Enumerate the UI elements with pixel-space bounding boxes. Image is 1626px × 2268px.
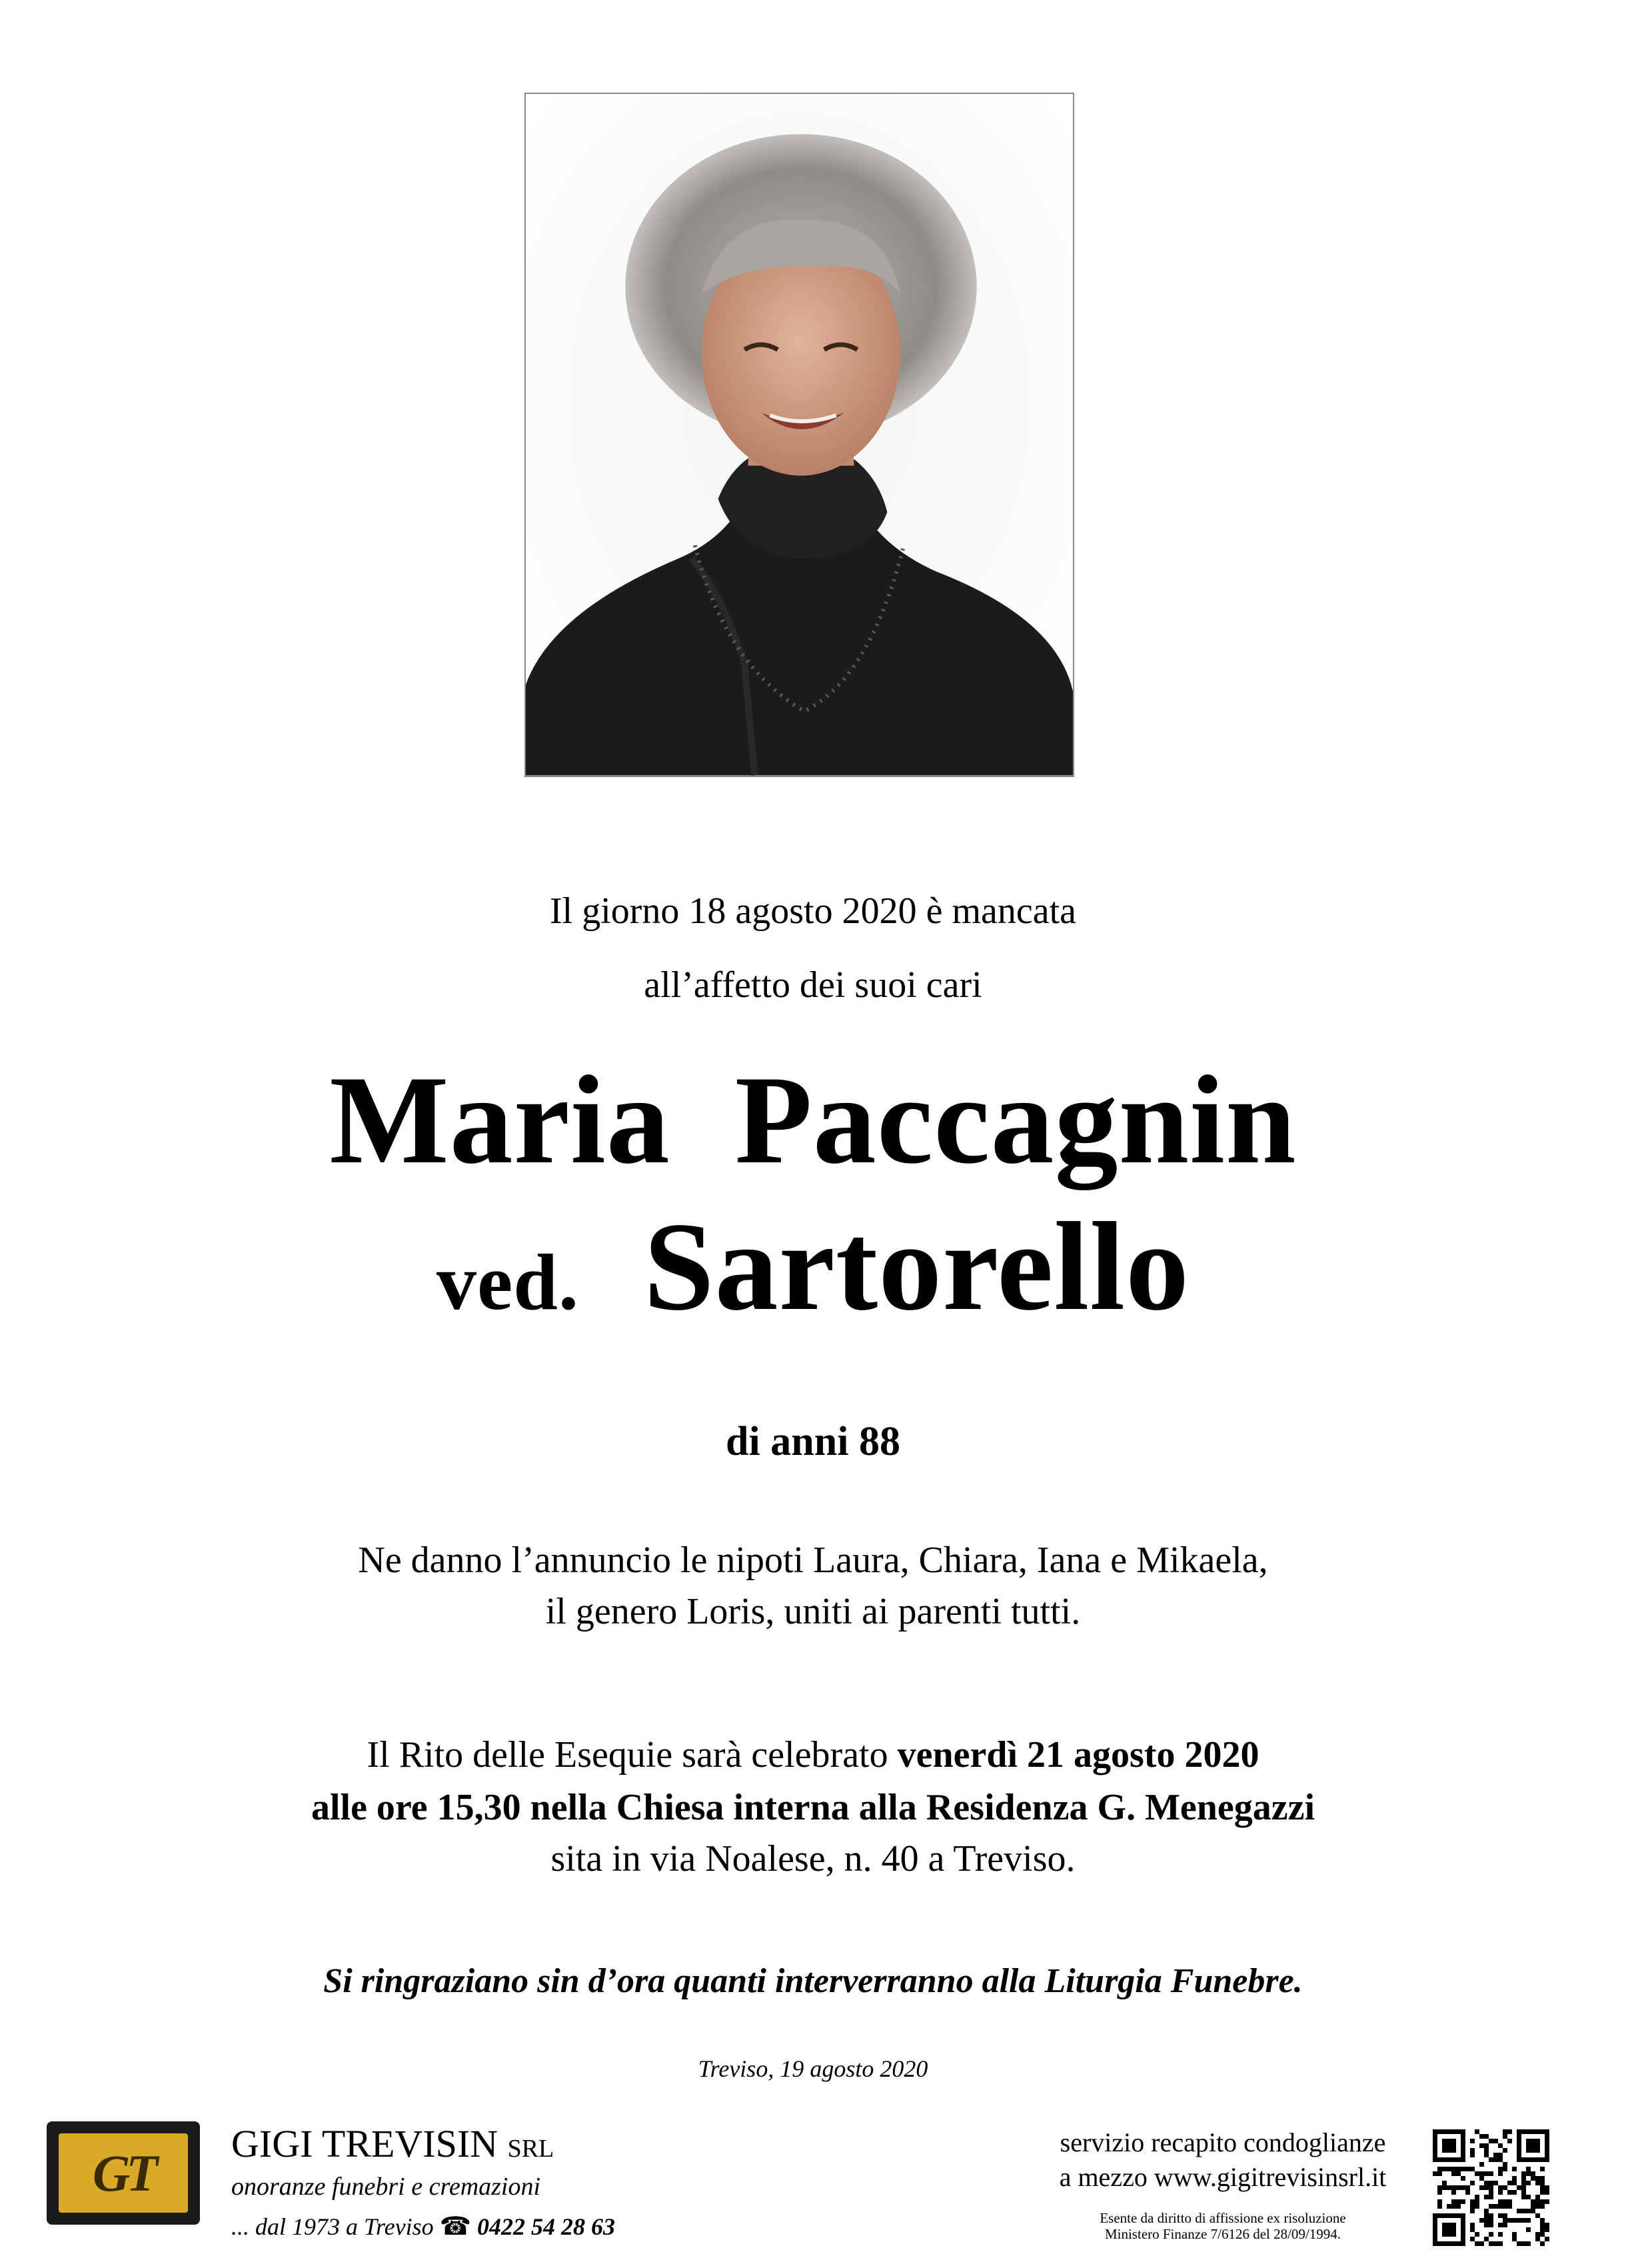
condolence-service-line-1: servizio recapito condoglianze [1060,2127,1386,2157]
intro-line-1: Il giorno 18 agosto 2020 è mancata [549,890,1076,932]
qr-code[interactable] [1433,2129,1549,2246]
deceased-name [0,1050,1626,1190]
exemption-note-line-2: Ministero Finanze 7/6126 del 28/09/1994. [1104,2226,1341,2243]
exemption-note [1026,2210,1419,2242]
company-phone: 0422 54 28 63 [477,2213,616,2240]
funeral-date: venerdì 21 agosto 2020 [897,1734,1259,1775]
company-logo [47,2121,200,2225]
intro-line-2: all’affetto dei suoi cari [644,964,982,1006]
thanks-line: Si ringraziano sin d’ora quanti interverranno alla Liturgia Funebre. [323,1962,1303,2000]
announcement-line-2: il genero Loris, uniti ai parenti tutti. [545,1591,1081,1632]
company-tagline: onoranze funebri e cremazioni [231,2173,541,2201]
company-contact [231,2214,615,2239]
phone-icon: ☎ [439,2213,472,2241]
widow-prefix: ved. [436,1238,579,1326]
married-name: Sartorello [643,1197,1190,1337]
company-logo-monogram: GT [93,2143,154,2202]
portrait-image [526,94,1073,776]
company-suffix: SRL [507,2135,554,2163]
surname: Paccagnin [734,1050,1297,1190]
company-name [231,2122,554,2165]
place-date: Treviso, 19 agosto 2020 [698,2055,928,2082]
company-logo-inner [59,2133,188,2213]
age: di anni 88 [726,1419,900,1464]
announcement-line-1: Ne danno l’annuncio le nipoti Laura, Chiara, Iana e Mikaela, [358,1540,1268,1581]
funeral-line-2: alle ore 15,30 nella Chiesa interna alla Residenza G. Menegazzi [311,1787,1315,1828]
company-name-text: GIGI TREVISIN [231,2122,498,2165]
married-name-line [0,1197,1626,1337]
company-since: ... dal 1973 a Treviso [231,2213,434,2240]
funeral-line-1 [0,1736,1626,1773]
condolence-service-line-2: a mezzo www.gigitrevisinsrl.it [1059,2162,1387,2192]
funeral-line-1-text: Il Rito delle Esequie sarà celebrato [367,1734,898,1775]
first-name: Maria [329,1050,670,1190]
funeral-line-3: sita in via Noalese, n. 40 a Treviso. [550,1838,1076,1879]
portrait-photo [524,93,1074,777]
exemption-note-line-1: Esente da diritto di affissione ex risoluzione [1100,2210,1346,2226]
